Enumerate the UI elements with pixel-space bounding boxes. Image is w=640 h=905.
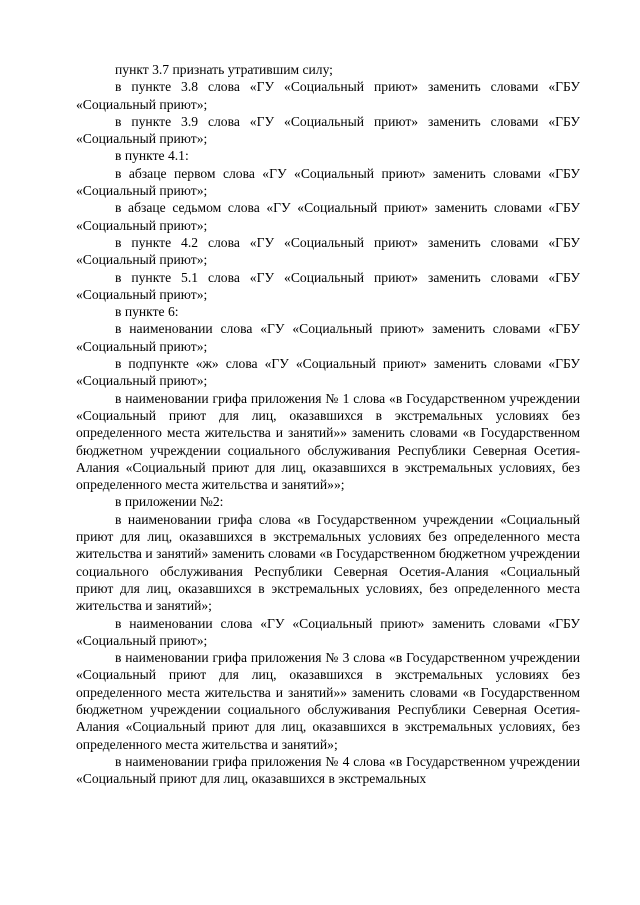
- paragraph-item-4-1-abz-7: в абзаце седьмом слова «ГУ «Социальный приют» заменить словами «ГБУ «Социальный приют»;: [76, 200, 580, 233]
- paragraph-item-4-2: в пункте 4.2 слова «ГУ «Социальный приют» заменить словами «ГБУ «Социальный приют»;: [76, 234, 580, 268]
- paragraph-item-4-1-abz-1: в абзаце первом слова «ГУ «Социальный приют» заменить словами «ГБУ «Социальный приют»;: [76, 165, 580, 199]
- paragraph-item-5-1: в пункте 5.1 слова «ГУ «Социальный приют» заменить словами «ГБУ «Социальный приют»;: [76, 269, 580, 302]
- paragraph-appendix-2-title: в наименовании слова «ГУ «Социальный приют» заменить словами «ГБУ «Социальный приют»;: [76, 615, 580, 648]
- paragraph-appendix-4-stamp: в наименовании грифа приложения № 4 слова «в Государственном учреждении «Социальный приют для лиц, оказавшихся в экстремальных: [76, 753, 580, 787]
- paragraph-appendix-2: в приложении №2:: [115, 494, 224, 510]
- paragraph-appendix-1-stamp: в наименовании грифа приложения № 1 слова «в Государственном учреждении «Социальный приют для лиц, оказавшихся в экстремальных условиях без определенного места жительства и занятий»» заменить словами «в Государственном бюджетном учреждении социального обслуживания Республики Северная Осетия-Алания «Социальный приют для лиц, оказавшихся в экстремальных условиях, без определенного места жительства и занятий»»;: [76, 390, 580, 493]
- paragraph-item-3-9: в пункте 3.9 слова «ГУ «Социальный приют» заменить словами «ГБУ «Социальный приют»;: [76, 113, 580, 147]
- paragraph-item-3-8: в пункте 3.8 слова «ГУ «Социальный приют» заменить словами «ГБУ «Социальный приют»;: [76, 79, 580, 112]
- document-page: [76, 61, 580, 787]
- paragraph-appendix-3-stamp: в наименовании грифа приложения № 3 слова «в Государственном учреждении «Социальный приют для лиц, оказавшихся в экстремальных условиях без определенного места жительства и занятий»» заменить словами «в Государственном бюджетном учреждении социального обслуживания Республики Северная Осетия-Алания «Социальный приют для лиц, оказавшихся в экстремальных условиях, без определенного места жительства и занятий»;: [76, 650, 580, 752]
- paragraph-item-4-1: в пункте 4.1:: [115, 148, 189, 164]
- paragraph-item-6: в пункте 6:: [115, 304, 179, 320]
- paragraph-item-3-7: пункт 3.7 признать утратившим силу;: [115, 62, 333, 77]
- paragraph-item-6-zh: в подпункте «ж» слова «ГУ «Социальный приют» заменить словами «ГБУ «Социальный приют»;: [76, 356, 580, 389]
- paragraph-appendix-2-stamp: в наименовании грифа слова «в Государственном учреждении «Социальный приют для лиц, оказавшихся в экстремальных условиях без определенного места жительства и занятий» заменить словами «в Государственном бюджетном учреждении социального обслуживания Республики Северная Осетия-Алания «Социальный приют для лиц, оказавшихся в экстремальных условиях, без определенного места жительства и занятий»;: [76, 511, 580, 614]
- paragraph-item-6-title: в наименовании слова «ГУ «Социальный приют» заменить словами «ГБУ «Социальный приют»;: [76, 321, 580, 354]
